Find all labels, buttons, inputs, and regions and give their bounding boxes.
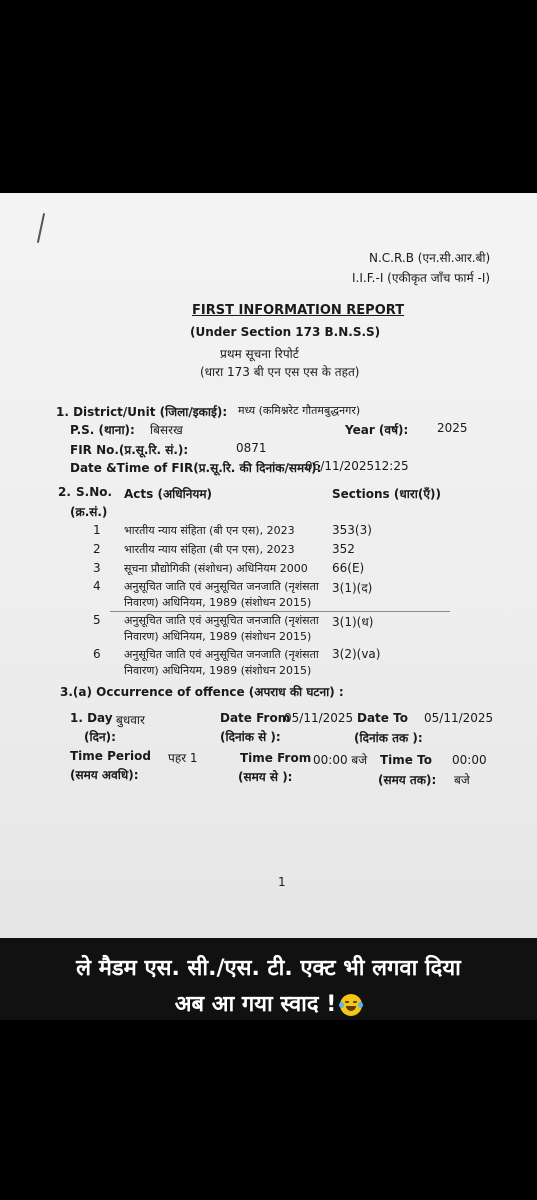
fir-date-label: Date &Time of FIR(प्र.सू.रि. की दिनांक/समय): xyxy=(70,461,322,475)
date-from-value: 05/11/2025 xyxy=(284,711,354,725)
act-row-name: सूचना प्रौद्योगिकी (संशोधन) अधिनियम 2000 xyxy=(124,562,308,575)
date-from-label: Date From xyxy=(220,711,291,725)
fir-no-value: 0871 xyxy=(236,441,267,455)
date-to-value: 05/11/2025 xyxy=(424,711,494,725)
fir-no-label: FIR No.(प्र.सू.रि. सं.): xyxy=(70,443,189,457)
day-value: बुधवार xyxy=(116,713,145,727)
meme-caption xyxy=(0,938,537,1020)
act-row-section: 66(E) xyxy=(332,561,365,575)
iif-label: I.I.F.-I (एकीकृत जाँच फार्म -I) xyxy=(352,271,491,285)
time-period-label-hindi: (समय अवधि): xyxy=(70,768,139,782)
act-row-name: भारतीय न्याय संहिता (बी एन एस), 2023 xyxy=(124,524,295,537)
under-section: (Under Section 173 B.N.S.S) xyxy=(190,325,381,339)
act-row-section: 3(2)(va) xyxy=(332,647,381,661)
section-hindi: (धारा 173 बी एन एस एस के तहत) xyxy=(200,365,360,379)
report-title: FIRST INFORMATION REPORT xyxy=(192,303,405,318)
time-from-value: 00:00 बजे xyxy=(313,753,368,767)
sno-header: S.No. xyxy=(76,485,113,499)
time-from-label: Time From xyxy=(240,751,312,765)
act-row-name: अनुसूचित जाति एवं अनुसूचित जनजाति (नृशंसता xyxy=(124,648,319,661)
time-period-value: पहर 1 xyxy=(168,751,198,765)
fir-date-value: 06/11/2025 xyxy=(305,459,375,473)
caption-line-2-text: अब आ गया स्वाद ! xyxy=(174,992,337,1017)
day-label-hindi: (दिन): xyxy=(84,730,116,744)
fir-time-value: 12:25 xyxy=(374,459,409,473)
act-row-name-cont: निवारण) अधिनियम, 1989 (संशोधन 2015) xyxy=(124,630,312,643)
time-period-label: Time Period xyxy=(70,749,151,763)
act-row-name-cont: निवारण) अधिनियम, 1989 (संशोधन 2015) xyxy=(124,664,312,677)
act-row-sno: 3 xyxy=(93,561,101,575)
date-from-label-hindi: (दिनांक से ): xyxy=(220,730,281,744)
report-title-hindi: प्रथम सूचना रिपोर्ट xyxy=(220,347,299,361)
act-row-section: 353(3) xyxy=(332,523,372,537)
date-to-label-hindi: (दिनांक तक ): xyxy=(354,731,423,745)
ps-value: बिसरख xyxy=(150,423,183,437)
ncrb-label: N.C.R.B (एन.सी.आर.बी) xyxy=(369,251,491,265)
act-row-sno: 2 xyxy=(93,542,101,556)
caption-line-2 xyxy=(0,988,537,1018)
act-row-sno: 1 xyxy=(93,523,101,537)
day-label: 1. Day xyxy=(70,711,113,725)
date-to-label: Date To xyxy=(357,711,408,725)
sno-header-hindi: (क्र.सं.) xyxy=(70,505,108,519)
ps-label: P.S. (थाना): xyxy=(70,423,135,437)
acts-heading-num: 2. xyxy=(58,485,71,499)
act-row-section: 3(1)(ध) xyxy=(332,615,374,629)
act-row-section: 352 xyxy=(332,542,355,556)
acts-header: Acts (अधिनियम) xyxy=(124,487,212,501)
time-to-label-hindi: (समय तक): xyxy=(378,773,437,787)
act-row-name: भारतीय न्याय संहिता (बी एन एस), 2023 xyxy=(124,543,295,556)
occurrence-heading: 3.(a) Occurrence of offence (अपराध की घटना) : xyxy=(60,685,344,699)
pen-mark xyxy=(37,213,45,243)
year-value: 2025 xyxy=(437,421,468,435)
act-row-sno: 6 xyxy=(93,647,101,661)
district-label: 1. District/Unit (जिला/इकाई): xyxy=(56,405,228,419)
face-with-tears-of-joy-icon xyxy=(340,994,362,1016)
caption-line-1: ले मैडम एस. सी./एस. टी. एक्ट भी लगवा दिया xyxy=(76,956,461,981)
act-row-sno: 5 xyxy=(93,613,101,627)
district-value: मध्य (कमिश्नरेट गौतमबुद्धनगर) xyxy=(238,404,361,417)
act-row-name: अनुसूचित जाति एवं अनुसूचित जनजाति (नृशंसता xyxy=(124,614,319,627)
time-from-label-hindi: (समय से ): xyxy=(238,770,293,784)
row-divider xyxy=(110,611,450,612)
act-row-sno: 4 xyxy=(93,579,101,593)
time-to-label: Time To xyxy=(380,753,432,767)
time-to-suffix: बजे xyxy=(454,773,470,787)
act-row-name-cont: निवारण) अधिनियम, 1989 (संशोधन 2015) xyxy=(124,596,312,609)
fir-document xyxy=(0,193,537,938)
sections-header: Sections (धारा(एँ)) xyxy=(332,487,441,501)
page-number: 1 xyxy=(278,875,286,889)
year-label: Year (वर्ष): xyxy=(345,423,409,437)
act-row-section: 3(1)(द) xyxy=(332,581,373,595)
time-to-value: 00:00 xyxy=(452,753,487,767)
act-row-name: अनुसूचित जाति एवं अनुसूचित जनजाति (नृशंसता xyxy=(124,580,319,593)
